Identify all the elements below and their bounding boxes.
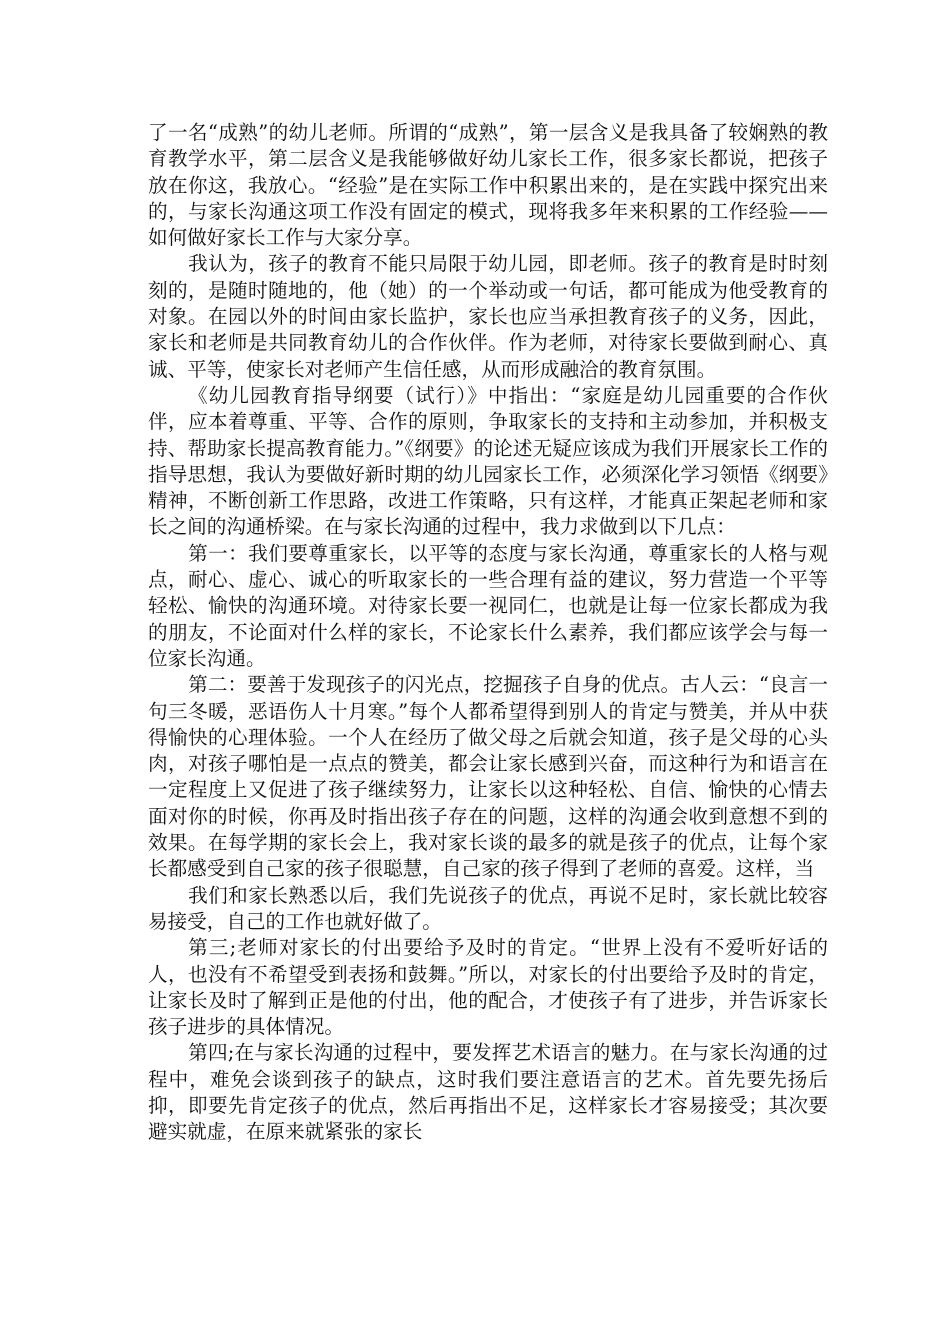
paragraph-point-one: 第一：我们要尊重家长，以平等的态度与家长沟通，尊重家长的人格与观点，耐心、虚心、诚心的听取家长的一些合理有益的建议，努力营造一个平等轻松、愉快的沟通环境。对待家长要一视同仁，也就是让每一位家长都成为我的朋友，不论面对什么样的家长，不论家长什么素养，我们都应该学会与每一位家长沟通。 bbox=[148, 541, 828, 670]
paragraph-education-view: 我认为，孩子的教育不能只局限于幼儿园，即老师。孩子的教育是时时刻刻的，是随时随地的，他（她）的一个举动或一句话，都可能成为他受教育的对象。在园以外的时间由家长监护，家长也应当承担教育孩子的义务，因此，家长和老师是共同教育幼儿的合作伙伴。作为老师，对待家长要做到耐心、真诚、平等，使家长对老师产生信任感，从而形成融洽的教育氛围。 bbox=[148, 252, 828, 381]
document-page bbox=[148, 120, 828, 1146]
paragraph-guideline-quote: 《幼儿园教育指导纲要（试行）》中指出：“家庭是幼儿园重要的合作伙伴，应本着尊重、平等、合作的原则，争取家长的支持和主动参加，并积极支持、帮助家长提高教育能力。”《纲要》的论述无疑应该成为我们开展家长工作的指导思想，我认为要做好新时期的幼儿园家长工作，必须深化学习领悟《纲要》精神，不断创新工作思路，改进工作策略，只有这样，才能真正架起老师和家长之间的沟通桥梁。在与家长沟通的过程中，我力求做到以下几点： bbox=[148, 383, 828, 539]
paragraph-point-four: 第四;在与家长沟通的过程中，要发挥艺术语言的魅力。在与家长沟通的过程中，难免会谈到孩子的缺点，这时我们要注意语言的艺术。首先要先扬后抑，即要先肯定孩子的优点，然后再指出不足，这样家长才容易接受；其次要避实就虚，在原来就紧张的家长 bbox=[148, 1041, 828, 1144]
paragraph-point-two-continued: 我们和家长熟悉以后，我们先说孩子的优点，再说不足时，家长就比较容易接受，自己的工作也就好做了。 bbox=[148, 883, 828, 933]
paragraph-point-three: 第三;老师对家长的付出要给予及时的肯定。“世界上没有不爱听好话的人，也没有不希望受到表扬和鼓舞。”所以，对家长的付出要给予及时的肯定，让家长及时了解到正是他的付出，他的配合，才使孩子有了进步，并告诉家长孩子进步的具体情况。 bbox=[148, 936, 828, 1039]
paragraph-intro: 了一名“成熟”的幼儿老师。所谓的“成熟”，第一层含义是我具备了较娴熟的教育教学水平，第二层含义是我能够做好幼儿家长工作，很多家长都说，把孩子放在你这，我放心。“经验”是在实际工作中积累出来的，是在实践中探究出来的，与家长沟通这项工作没有固定的模式，现将我多年来积累的工作经验——如何做好家长工作与大家分享。 bbox=[148, 121, 828, 250]
paragraph-point-two: 第二：要善于发现孩子的闪光点，挖掘孩子自身的优点。古人云：“良言一句三冬暖，恶语伤人十月寒。”每个人都希望得到别人的肯定与赞美，并从中获得愉快的心理体验。一个人在经历了做父母之后就会知道，孩子是父母的心头肉，对孩子哪怕是一点点的赞美，都会让家长感到兴奋，而这种行为和语言在一定程度上又促进了孩子继续努力，让家长以这种轻松、自信、愉快的心情去面对你的时候，你再及时指出孩子存在的问题，这样的沟通会收到意想不到的效果。在每学期的家长会上，我对家长谈的最多的就是孩子的优点，让每个家长都感受到自己家的孩子很聪慧，自己家的孩子得到了老师的喜爱。这样，当 bbox=[148, 673, 828, 881]
